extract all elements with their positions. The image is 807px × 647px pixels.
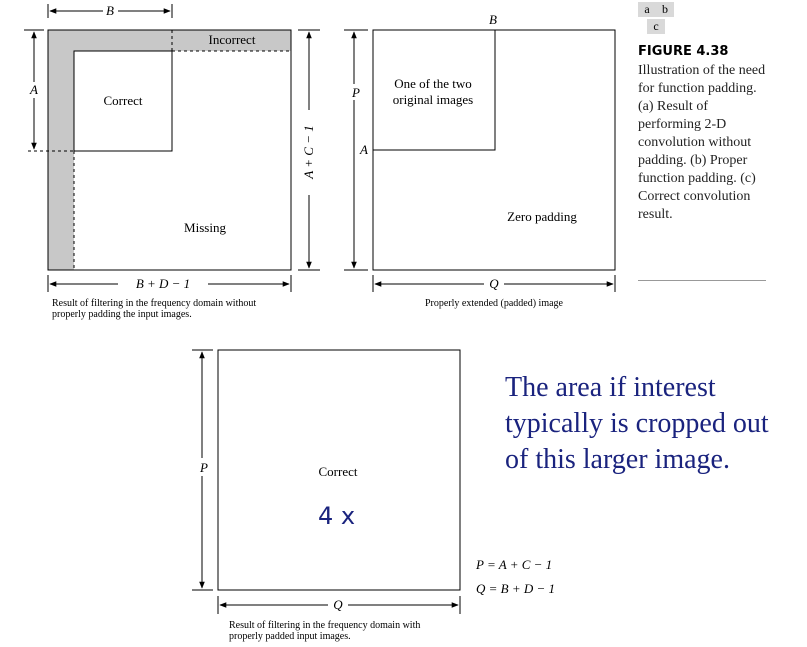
- panel-c-caption-line1: Result of filtering in the frequency domain with: [229, 620, 421, 631]
- panel-c-caption-line2: properly padded input images.: [229, 631, 351, 642]
- panel-a-label-correct: Correct: [103, 93, 143, 108]
- panel-b-caption: Properly extended (padded) image: [424, 298, 564, 309]
- panel-c-label-p: P: [200, 460, 208, 475]
- panel-a-caption-line1: Result of filtering in the frequency domain without: [52, 298, 257, 309]
- panel-c-label-q: Q: [333, 597, 343, 612]
- panel-b-label-original-2: original images: [392, 92, 474, 107]
- panel-tile-c: c: [647, 19, 665, 34]
- panel-tile-a: a: [638, 2, 656, 17]
- panel-a-label-vertical: A + C − 1: [301, 125, 316, 179]
- panel-a-label-b: B: [106, 3, 114, 18]
- panel-a-label-a: A: [30, 82, 38, 97]
- panel-a-label-incorrect: Incorrect: [208, 32, 256, 47]
- equation-p: P = A + C − 1: [476, 557, 553, 572]
- panel-b-label-zero-padding: Zero padding: [507, 209, 577, 224]
- figure-caption: Illustration of the need for function padding. (a) Result of performing 2-D convolution without padding. (b) Proper function padding. (c) Correct convolution result.: [638, 63, 766, 222]
- panel-b-label-original-1: One of the two: [394, 76, 472, 91]
- panel-c-label-correct: Correct: [318, 464, 358, 479]
- panel-a: [24, 3, 320, 320]
- figure-title: FIGURE 4.38: [638, 44, 729, 59]
- panel-b-label-p: P: [352, 85, 360, 100]
- panel-a-label-missing: Missing: [184, 220, 226, 235]
- panel-a-caption-line2: properly padding the input images.: [52, 309, 192, 320]
- equation-q: Q = B + D − 1: [476, 581, 556, 596]
- panel-b: [344, 12, 615, 309]
- annotation-note: The area if interest typically is cropped out of this larger image.: [505, 372, 769, 475]
- panel-c: [192, 350, 460, 642]
- panel-tile-b: b: [656, 2, 674, 17]
- panel-b-label-q: Q: [489, 276, 499, 291]
- panel-a-label-horizontal: B + D − 1: [135, 276, 191, 291]
- panel-b-label-a: A: [360, 142, 368, 157]
- panel-b-label-b: B: [489, 12, 497, 27]
- overlay-4x-label: 4 x: [318, 502, 356, 530]
